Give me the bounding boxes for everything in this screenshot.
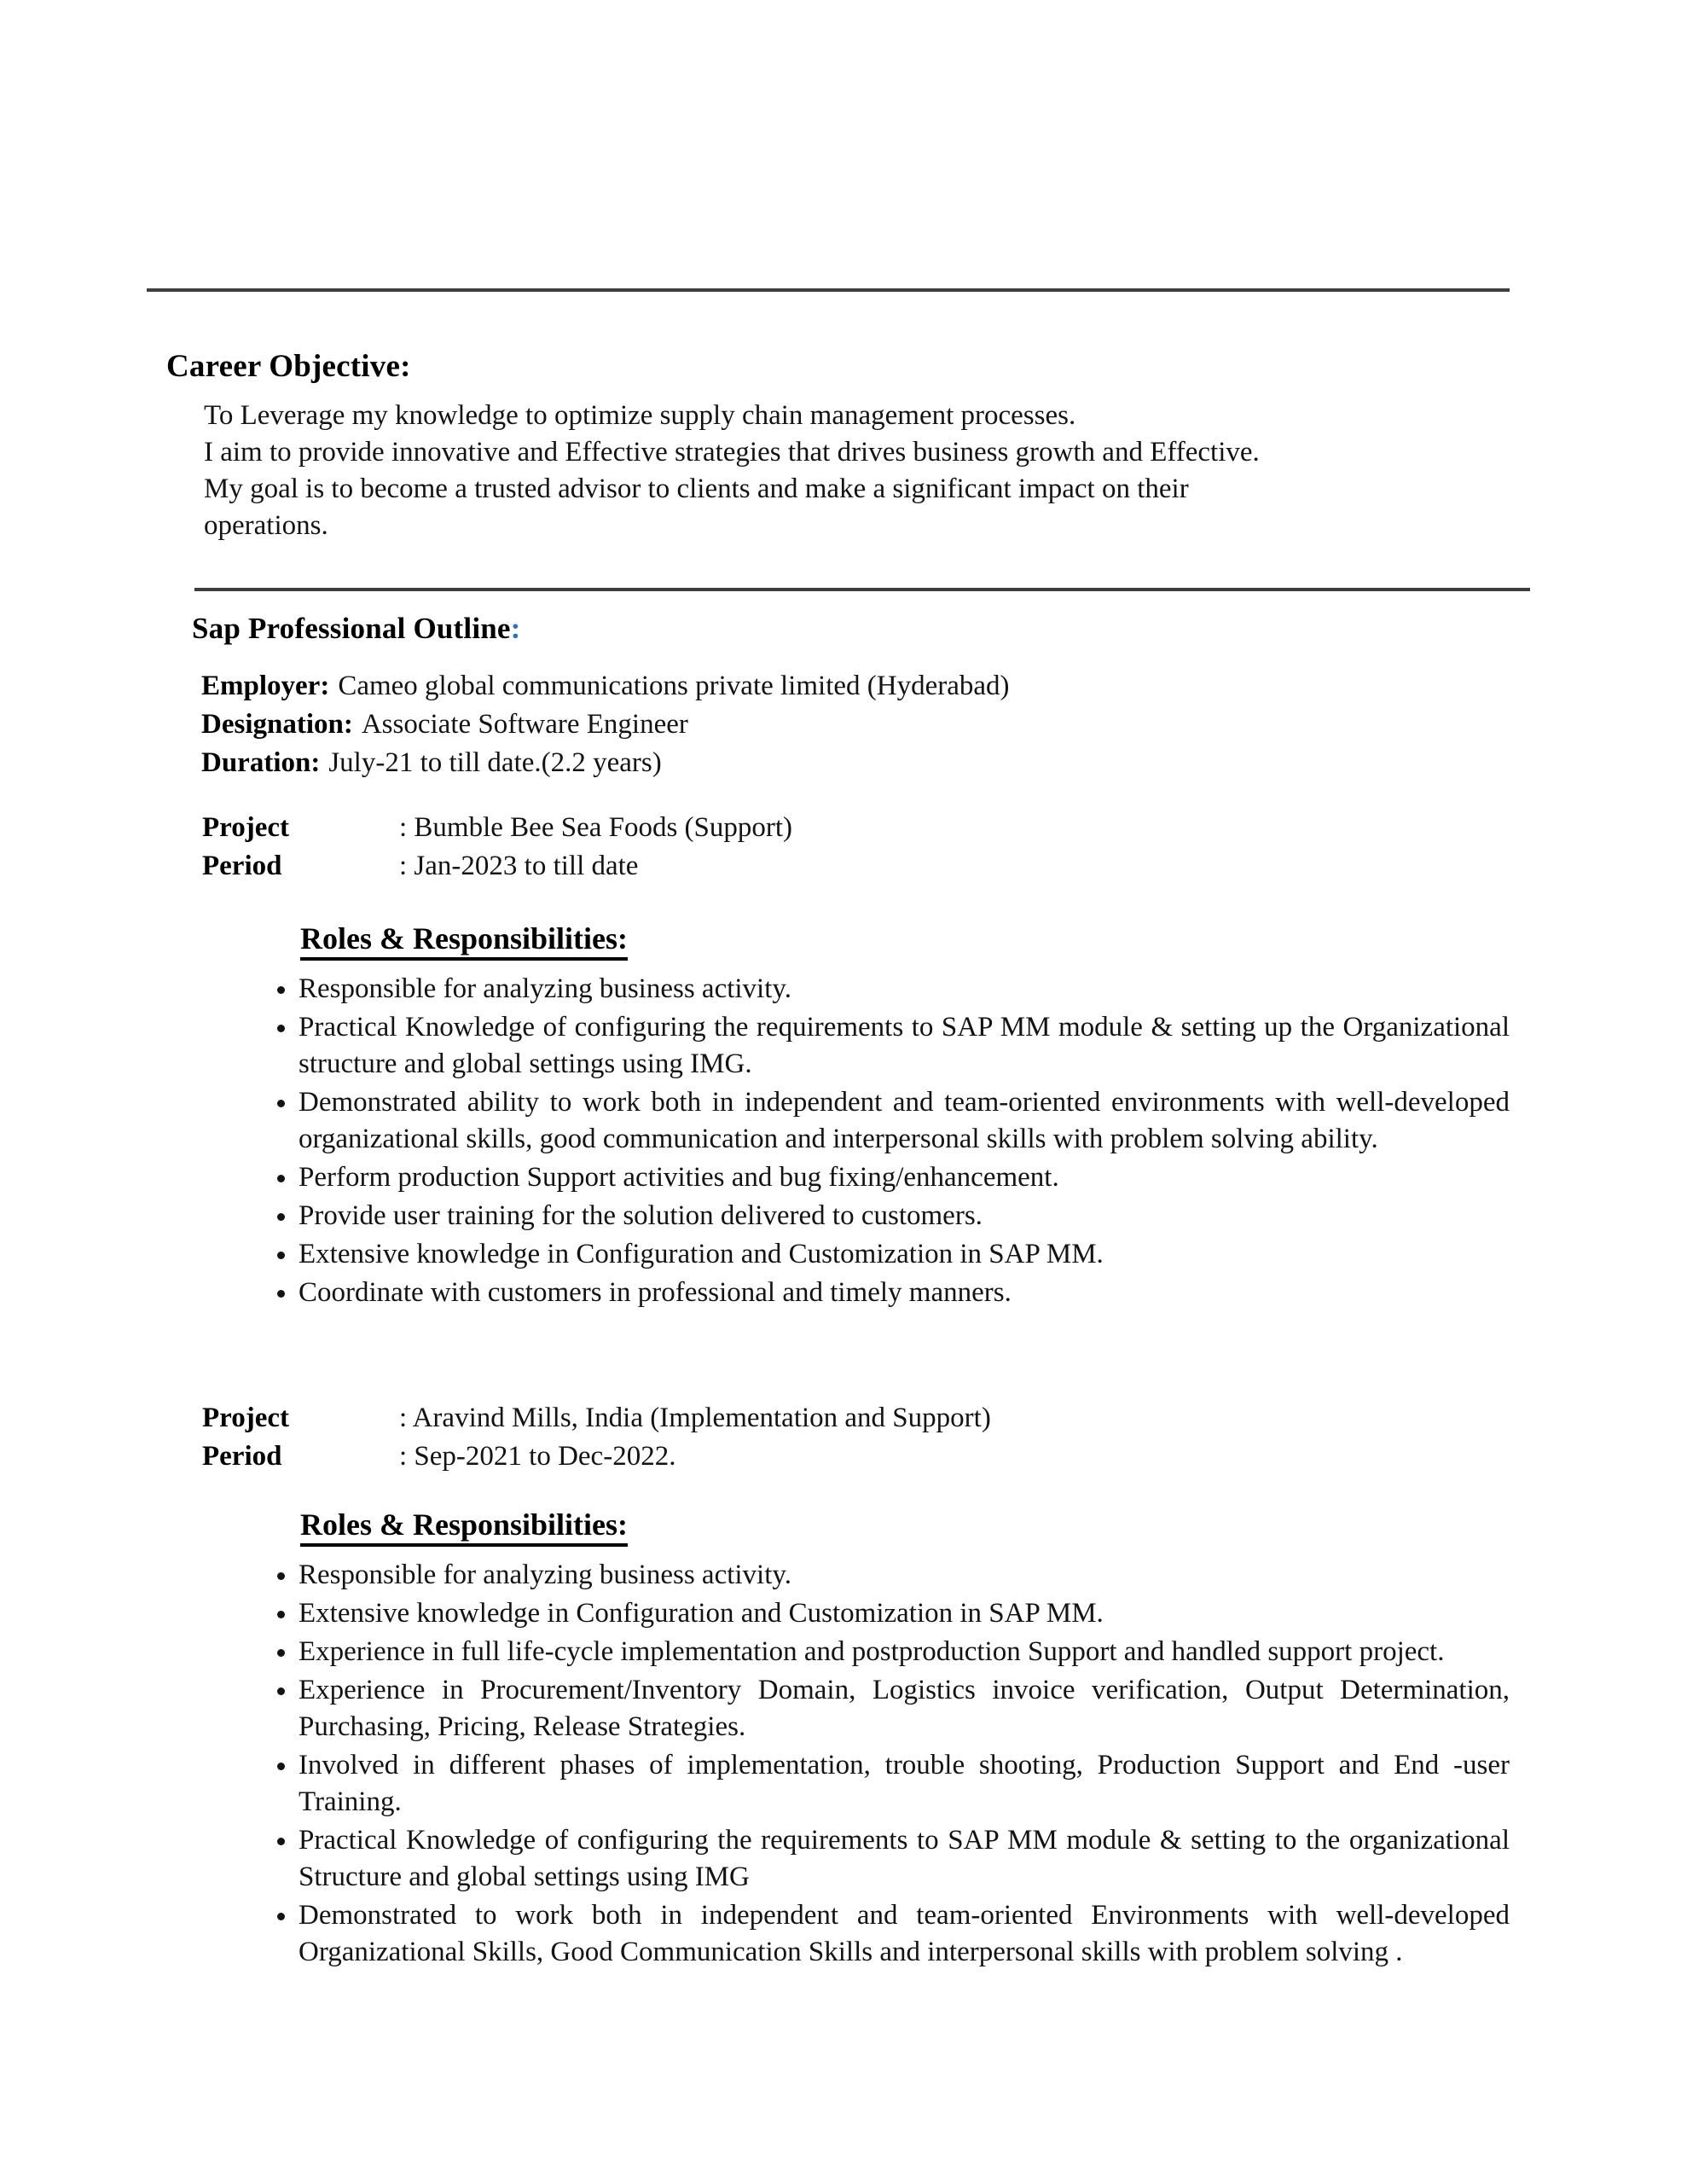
- bullet-item: • Practical Knowledge of configuring the requirements to SAP MM module & setting up the Organizational structure and global settings using IMG.: [299, 1009, 1510, 1083]
- roles-bullet-list: [249, 971, 1510, 1311]
- bullet-item: • Provide user training for the solution delivered to customers.: [299, 1198, 1510, 1234]
- bullet-item: • Extensive knowledge in Configuration and Customization in SAP MM.: [299, 1236, 1510, 1273]
- project-1-details: [202, 809, 792, 886]
- roles-bullet-list: [249, 1557, 1510, 1971]
- project-row: [202, 809, 792, 847]
- designation-row: [201, 706, 1010, 744]
- period-row: [202, 847, 792, 886]
- sap-outline-heading-text: Sap Professional Outline: [192, 612, 511, 645]
- objective-line: My goal is to become a trusted advisor to clients and make a significant impact on their: [204, 473, 1189, 504]
- roles-responsibilities-heading: Roles & Responsibilities:: [300, 1507, 628, 1547]
- employer-value: Cameo global communications private limited (Hyderabad): [338, 671, 1010, 701]
- bullet-item: • Perform production Support activities and bug fixing/enhancement.: [299, 1159, 1510, 1196]
- designation-label: Designation:: [201, 709, 353, 740]
- bullet-item: • Extensive knowledge in Configuration and Customization in SAP MM.: [299, 1595, 1510, 1632]
- bullet-item: • Experience in Procurement/Inventory Domain, Logistics invoice verification, Output Determination, Purchasing, Pricing, Release Strategies.: [299, 1672, 1510, 1745]
- objective-line: operations.: [204, 510, 328, 541]
- sap-outline-heading: [192, 612, 521, 646]
- period-row: [202, 1438, 991, 1476]
- career-objective-heading: Career Objective:: [166, 349, 411, 384]
- project-row: [202, 1399, 991, 1438]
- period-label: Period: [202, 1441, 282, 1472]
- duration-label: Duration:: [201, 747, 321, 778]
- bullet-item: • Coordinate with customers in professional and timely manners.: [299, 1275, 1510, 1311]
- project-label: Project: [202, 1403, 289, 1433]
- duration-value: July-21 to till date.(2.2 years): [328, 747, 662, 778]
- bullet-item: • Experience in full life-cycle implementation and postproduction Support and handled support project.: [299, 1634, 1510, 1670]
- project-label: Project: [202, 812, 289, 843]
- period-value: : Sep-2021 to Dec-2022.: [399, 1441, 676, 1472]
- roles-responsibilities-heading: Roles & Responsibilities:: [300, 921, 628, 961]
- bullet-item: • Responsible for analyzing business activity.: [299, 971, 1510, 1008]
- project-value: : Aravind Mills, India (Implementation and Support): [399, 1403, 991, 1433]
- employer-label: Employer:: [201, 671, 330, 701]
- sap-outline-heading-colon: :: [510, 612, 521, 645]
- career-objective-paragraph: [204, 398, 1260, 544]
- bullet-item: • Demonstrated ability to work both in independent and team-oriented environments with well-developed organizational skills, good communication and interpersonal skills with problem solving ability.: [299, 1084, 1510, 1158]
- bullet-item: • Practical Knowledge of configuring the requirements to SAP MM module & setting to the organizational Structure and global settings using IMG: [299, 1822, 1510, 1896]
- project-2-details: [202, 1399, 991, 1476]
- period-value: : Jan-2023 to till date: [399, 851, 639, 881]
- period-label: Period: [202, 851, 282, 881]
- employer-row: [201, 667, 1010, 706]
- project-2-roles-section: [0, 1507, 1687, 1972]
- employment-details: [201, 667, 1010, 782]
- project-1-roles-section: [0, 921, 1687, 1313]
- section-divider: [194, 588, 1530, 591]
- duration-row: [201, 744, 1010, 782]
- project-value: : Bumble Bee Sea Foods (Support): [399, 812, 793, 843]
- top-divider: [147, 288, 1510, 292]
- bullet-item: • Demonstrated to work both in independent and team-oriented Environments with well-developed Organizational Skills, Good Communication Skills and interpersonal skills with problem solving .: [299, 1897, 1510, 1971]
- objective-line: I aim to provide innovative and Effective strategies that drives business growth and Effective.: [204, 437, 1260, 468]
- bullet-item: • Involved in different phases of implementation, trouble shooting, Production Support and End -user Training.: [299, 1747, 1510, 1821]
- designation-value: Associate Software Engineer: [361, 709, 688, 740]
- objective-line: To Leverage my knowledge to optimize supply chain management processes.: [204, 400, 1076, 431]
- bullet-item: • Responsible for analyzing business activity.: [299, 1557, 1510, 1594]
